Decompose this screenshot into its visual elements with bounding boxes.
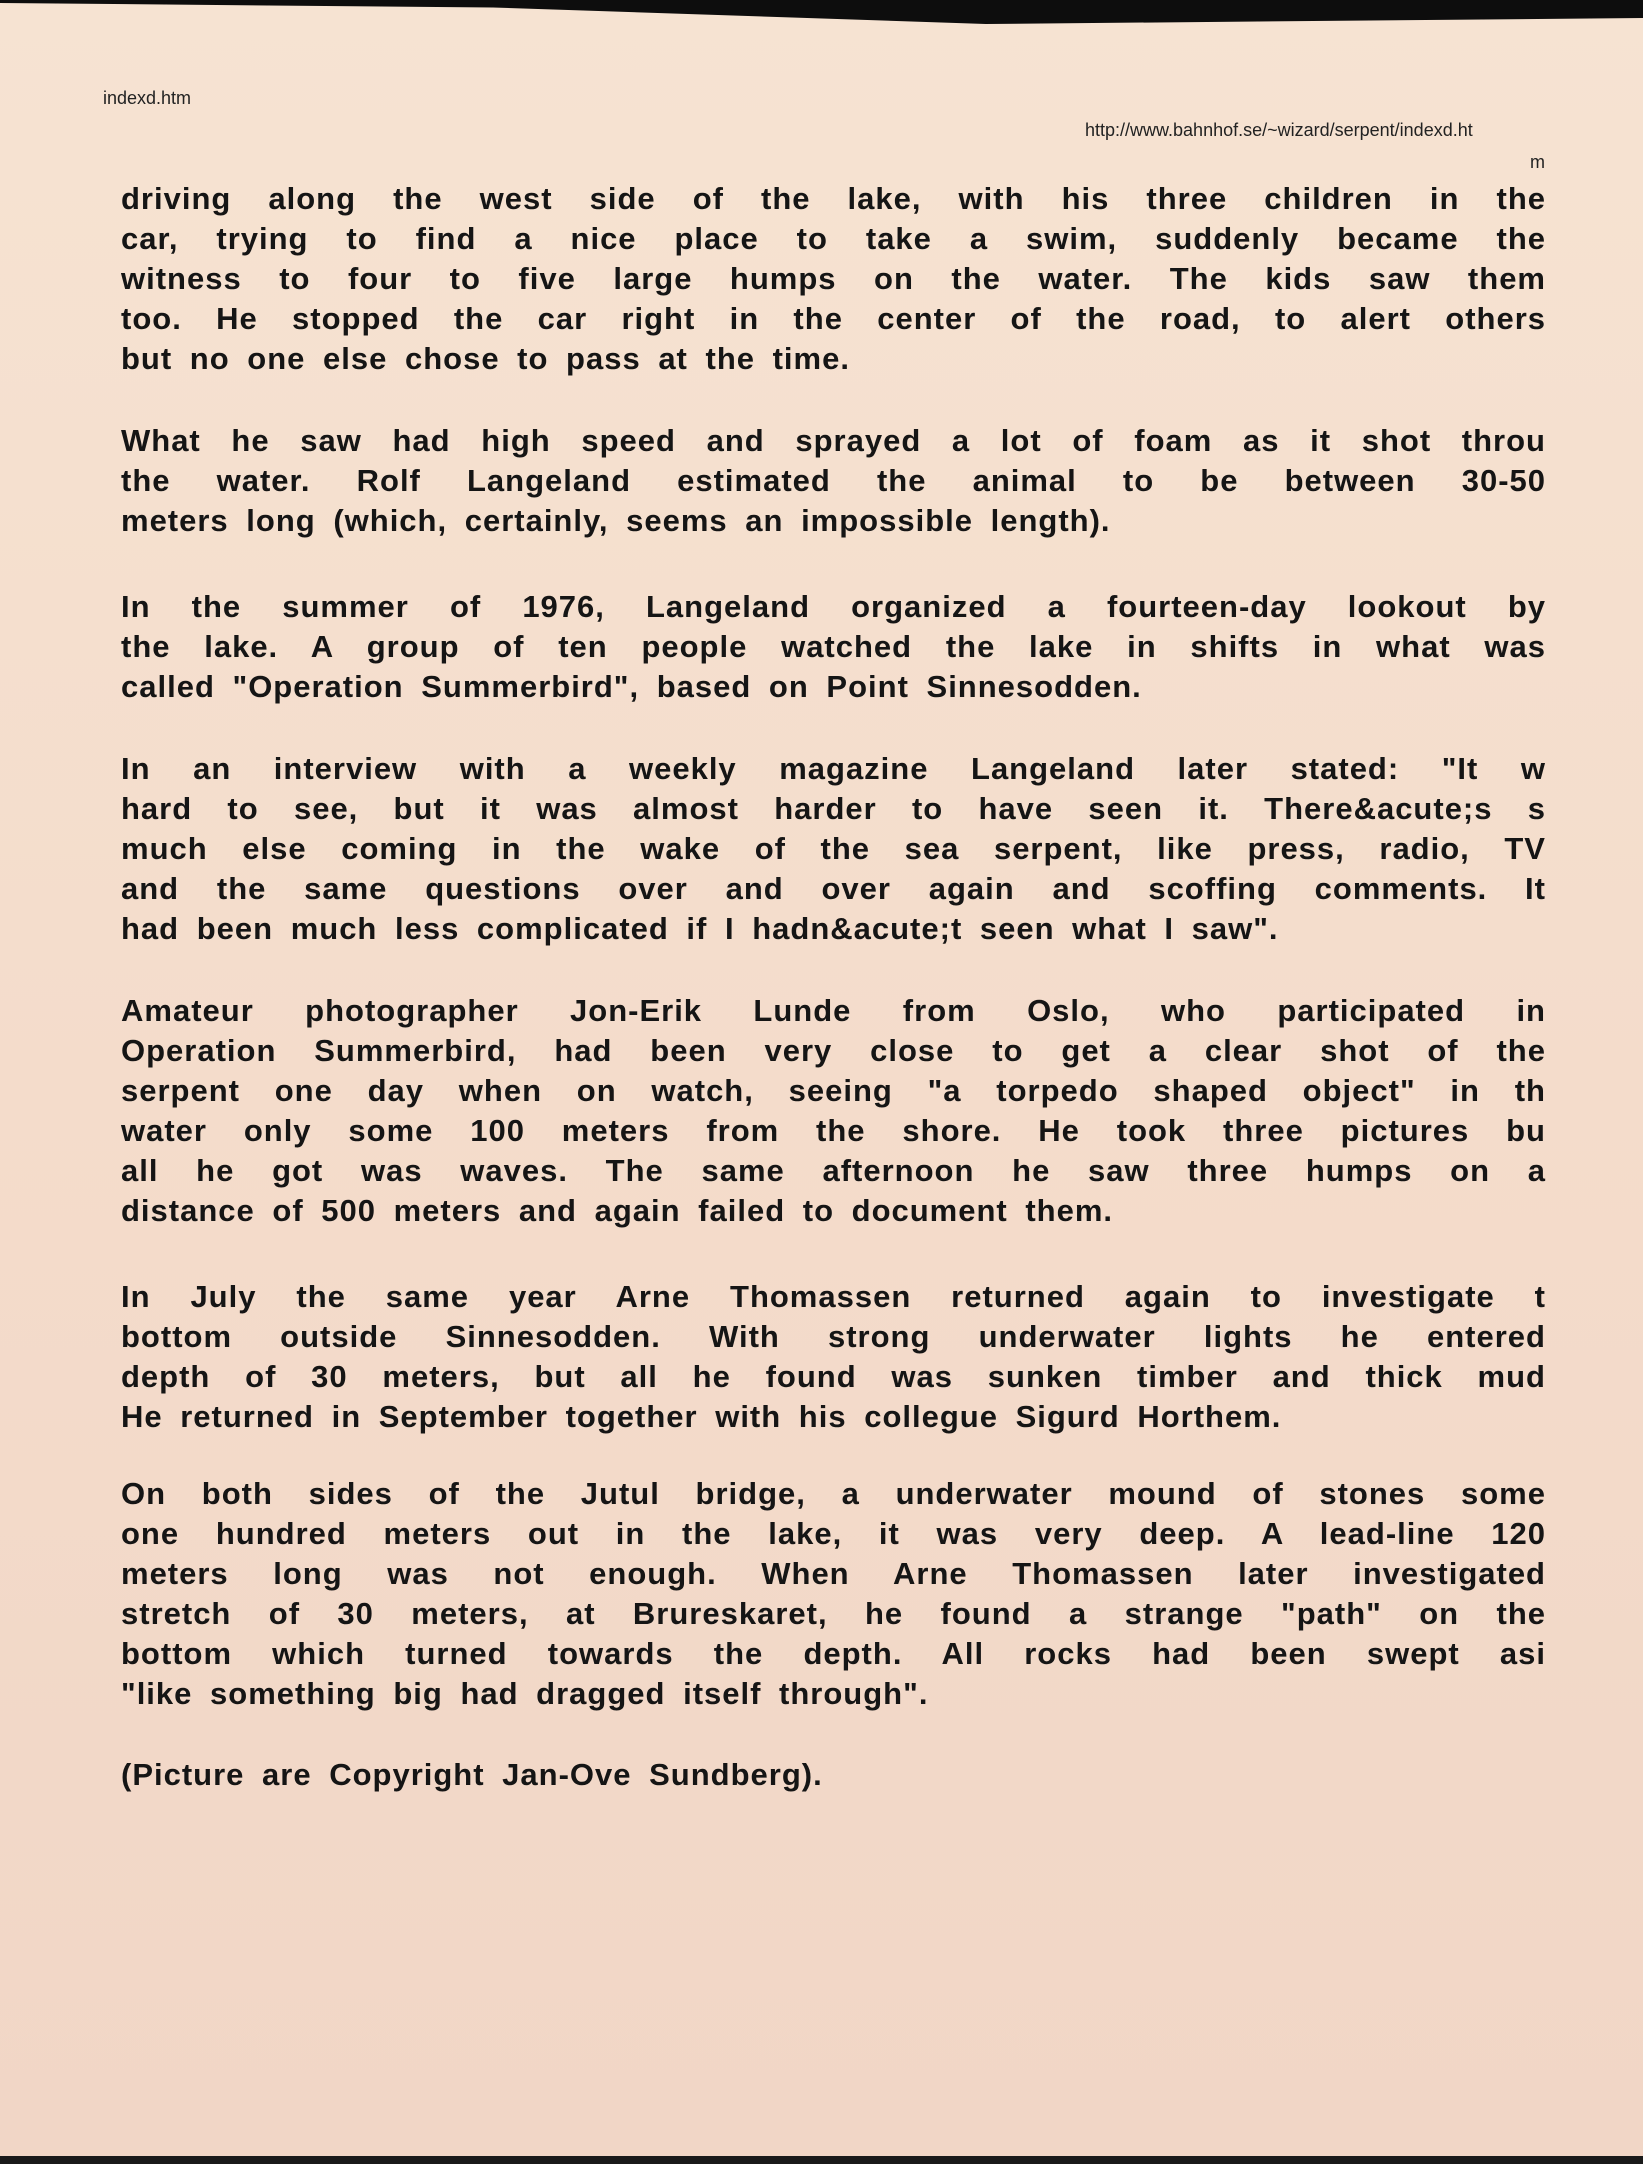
text-line: bottom which turned towards the depth. All rocks had been swept asi <box>121 1636 1546 1671</box>
text-line: distance of 500 meters and again failed to document them. <box>121 1193 1114 1228</box>
paragraph <box>121 1474 1546 1714</box>
text-line: all he got was waves. The same afternoon he saw three humps on a <box>121 1153 1546 1188</box>
paragraph <box>121 1277 1546 1437</box>
text-line: He returned in September together with his collegue Sigurd Horthem. <box>121 1399 1282 1434</box>
text-line: one hundred meters out in the lake, it was very deep. A lead-line 120 <box>121 1516 1546 1551</box>
text-line: depth of 30 meters, but all he found was sunken timber and thick mud <box>121 1359 1546 1394</box>
background-edge-bottom <box>0 2156 1643 2164</box>
text-line: serpent one day when on watch, seeing "a torpedo shaped object" in th <box>121 1073 1546 1108</box>
text-line: the water. Rolf Langeland estimated the animal to be between 30-50 <box>121 463 1546 498</box>
text-line: In the summer of 1976, Langeland organized a fourteen-day lookout by <box>121 589 1546 624</box>
paragraph <box>121 421 1546 541</box>
paragraph <box>121 587 1546 707</box>
paragraph <box>121 749 1546 949</box>
text-line: had been much less complicated if I hadn&acute;t seen what I saw". <box>121 911 1279 946</box>
text-line: "like something big had dragged itself through". <box>121 1676 929 1711</box>
page-url: http://www.bahnhof.se/~wizard/serpent/indexd.ht <box>1085 120 1473 140</box>
text-line: the lake. A group of ten people watched the lake in shifts in what was <box>121 629 1546 664</box>
paragraph <box>121 179 1546 379</box>
text-line: too. He stopped the car right in the center of the road, to alert others <box>121 301 1546 336</box>
text-line: (Picture are Copyright Jan-Ove Sundberg). <box>121 1757 823 1792</box>
text-line: but no one else chose to pass at the time. <box>121 341 850 376</box>
text-line: On both sides of the Jutul bridge, a underwater mound of stones some <box>121 1476 1546 1511</box>
text-line: bottom outside Sinnesodden. With strong underwater lights he entered <box>121 1319 1546 1354</box>
text-line: hard to see, but it was almost harder to have seen it. There&acute;s s <box>121 791 1546 826</box>
text-line: witness to four to five large humps on the water. The kids saw them <box>121 261 1546 296</box>
text-line: stretch of 30 meters, at Brureskaret, he found a strange "path" on the <box>121 1596 1546 1631</box>
text-line: What he saw had high speed and sprayed a lot of foam as it shot throu <box>121 423 1546 458</box>
text-line: meters long (which, certainly, seems an impossible length). <box>121 503 1111 538</box>
page-url-wrap: m <box>1530 152 1545 172</box>
text-line: car, trying to find a nice place to take a swim, suddenly became the <box>121 221 1546 256</box>
text-line: much else coming in the wake of the sea serpent, like press, radio, TV <box>121 831 1546 866</box>
paragraph <box>121 1755 1546 1795</box>
text-line: In an interview with a weekly magazine Langeland later stated: "It w <box>121 751 1546 786</box>
text-line: called "Operation Summerbird", based on Point Sinnesodden. <box>121 669 1142 704</box>
text-line: water only some 100 meters from the shore. He took three pictures bu <box>121 1113 1546 1148</box>
text-line: meters long was not enough. When Arne Thomassen later investigated <box>121 1556 1546 1591</box>
text-line: In July the same year Arne Thomassen returned again to investigate t <box>121 1279 1546 1314</box>
text-line: and the same questions over and over again and scoffing comments. It <box>121 871 1546 906</box>
text-line: Amateur photographer Jon-Erik Lunde from Oslo, who participated in <box>121 993 1546 1028</box>
text-line: Operation Summerbird, had been very close to get a clear shot of the <box>121 1033 1546 1068</box>
paragraph <box>121 991 1546 1231</box>
page-filename: indexd.htm <box>103 88 192 108</box>
text-line: driving along the west side of the lake, with his three children in the <box>121 181 1546 216</box>
